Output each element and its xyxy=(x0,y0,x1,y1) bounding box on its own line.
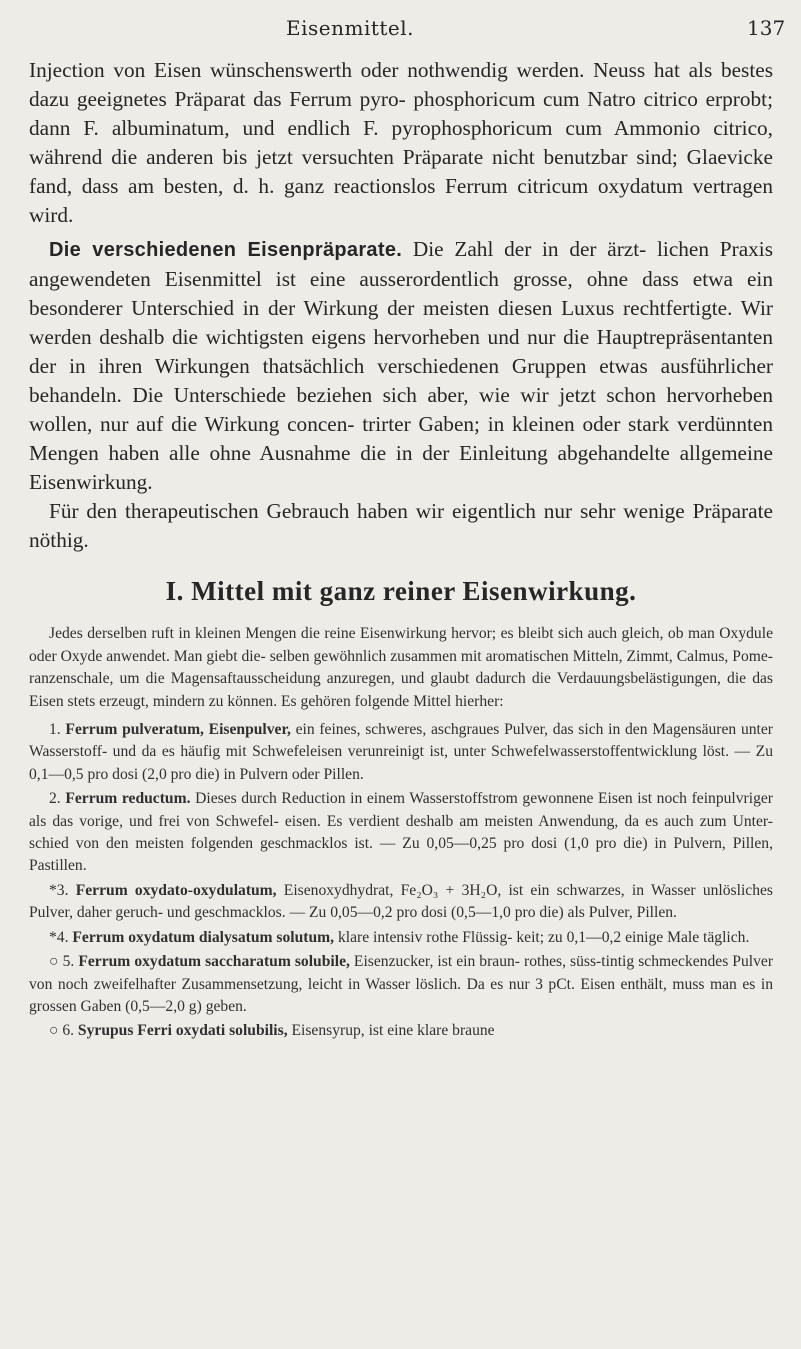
preparation-item xyxy=(29,1020,773,1042)
running-head xyxy=(0,16,801,46)
subsection-intro: Jedes derselben ruft in kleinen Mengen die reine Eisenwirkung hervor; es bleibt sich auch gleich, ob man Oxydule oder Oxyde anwendet. Man giebt die- selben gewöhnlich zusammen mit aromatischen Mitteln, Zimmt, Calmus, Pome- ranzenschale, um die Magensaftausscheidung anzuregen, und glaubt dadurch die Verdauungsbelästigungen, die das Eisen stets erzeugt, mindern zu können. Es gehören folgende Mittel hierher: xyxy=(29,625,773,710)
preparation-item xyxy=(29,788,773,878)
item-name: Ferrum pulveratum, Eisenpulver, xyxy=(65,721,291,739)
subsection-heading: I. Mittel mit ganz reiner Eisenwirkung. xyxy=(165,576,637,607)
item-name: Ferrum reductum. xyxy=(65,790,191,808)
preparation-item xyxy=(29,719,773,786)
running-head-title: Eisenmittel. xyxy=(286,16,415,40)
item-marker: 1. xyxy=(49,721,61,739)
item-description: Eisenoxydhydrat, Fe₂O₃ + 3H₂O, ist ein schwarzes, in Wasser unlösliches Pulver, daher geruch- und geschmacklos. — Zu 0,05—0,2 pro dosi (0,5—1,0 pro die) als Pulver, Pillen. xyxy=(29,881,773,922)
section-lead-heading: Die verschiedenen Eisenpräparate. xyxy=(49,239,403,262)
item-marker: 2. xyxy=(49,790,61,808)
item-name: Ferrum oxydatum saccharatum solubile, xyxy=(78,953,350,971)
therapeutic-paragraph: Für den therapeutischen Gebrauch haben wir eigentlich nur sehr wenige Präparate nöthig. xyxy=(29,498,773,552)
preparation-item xyxy=(29,951,773,1018)
item-description: Eisenzucker, ist ein braun- rothes, süss-tintig schmeckendes Pulver von noch zweifelhafter Zusammensetzung, leicht in Wasser löslich. Da es nur 3 pCt. Eisen enthält, muss man es in grossen Gaben (0,5—2,0 g) geben. xyxy=(29,953,774,1015)
item-description: Dieses durch Reduction in einem Wasserstoffstrom gewonnene Eisen ist noch feinpulvriger als das vorige, und frei von Schwefel- eisen. Es verdient deshalb am meisten Anwendung, da es auch zum Unter- schied von den meisten folgenden geschmacklos ist. — Zu 0,05—0,25 pro dosi (1,0 pro die) in Pulvern, Pillen, Pastillen. xyxy=(29,790,773,875)
intro-paragraph: Injection von Eisen wünschenswerth oder nothwendig werden. Neuss hat als bestes dazu geeignetes Präparat das Ferrum pyro- phosphoricum cum Natro citrico erprobt; dann F. albuminatum, und endlich F. pyrophosphoricum cum Ammonio citrico, während die anderen bis jetzt versuchten Präparate nicht benutzbar sind; Glaevicke fand, dass am besten, d. h. ganz reactionslos Ferrum citricum oxydatum vertragen wird. xyxy=(29,58,773,227)
item-description: klare intensiv rothe Flüssig- keit; zu 0,1—0,2 einige Male täglich. xyxy=(334,928,750,946)
preparation-item xyxy=(29,880,773,925)
preparation-list xyxy=(29,719,773,1043)
page-number: 137 xyxy=(747,16,786,40)
item-description: ein feines, schweres, aschgraues Pulver, das sich in den Magensäuren unter Wasserstoff- und da es häufig mit Schwefeleisen verunreinigt ist, unter Schwefelwasserstoffentwicklung löst. — Zu 0,1—0,5 pro dosi (2,0 pro die) in Pulvern oder Pillen. xyxy=(29,721,773,783)
item-marker: ○ 5. xyxy=(49,953,75,971)
section-paragraph xyxy=(29,235,773,496)
item-description: Eisensyrup, ist eine klare braune xyxy=(287,1022,495,1040)
item-name: Syrupus Ferri oxydati solubilis, xyxy=(77,1022,288,1040)
item-marker: *4. xyxy=(49,928,69,946)
preparation-item xyxy=(29,927,773,949)
section-paragraph-text: Die Zahl der in der ärzt- lichen Praxis angewendeten Eisenmittel ist eine ausserordentlich grosse, ohne dass etwa ein besonderer Unterschied in der Wirkung der meisten diesen Luxus rechtfertigte. Wir werden deshalb die wichtigsten eigens hervorheben und nur die Hauptrepräsentanten der in ihren Wirkungen thatsächlich verschiedenen Gruppen etwas ausführlicher behandeln. Die Unterschiede beziehen sich aber, wie wir jetzt schon hervorheben wollen, nur auf die Wirkung concen- trirter Gaben; in kleinen oder stark verdünnten Mengen haben alle ohne Ausnahme die in der Einleitung abgehandelte allgemeine Eisenwirkung. xyxy=(29,237,774,494)
item-name: Ferrum oxydato-oxydulatum, xyxy=(75,881,277,899)
item-name: Ferrum oxydatum dialysatum solutum, xyxy=(72,928,335,946)
item-marker: *3. xyxy=(49,881,69,899)
item-marker: ○ 6. xyxy=(49,1022,75,1040)
page-body xyxy=(29,56,773,1045)
